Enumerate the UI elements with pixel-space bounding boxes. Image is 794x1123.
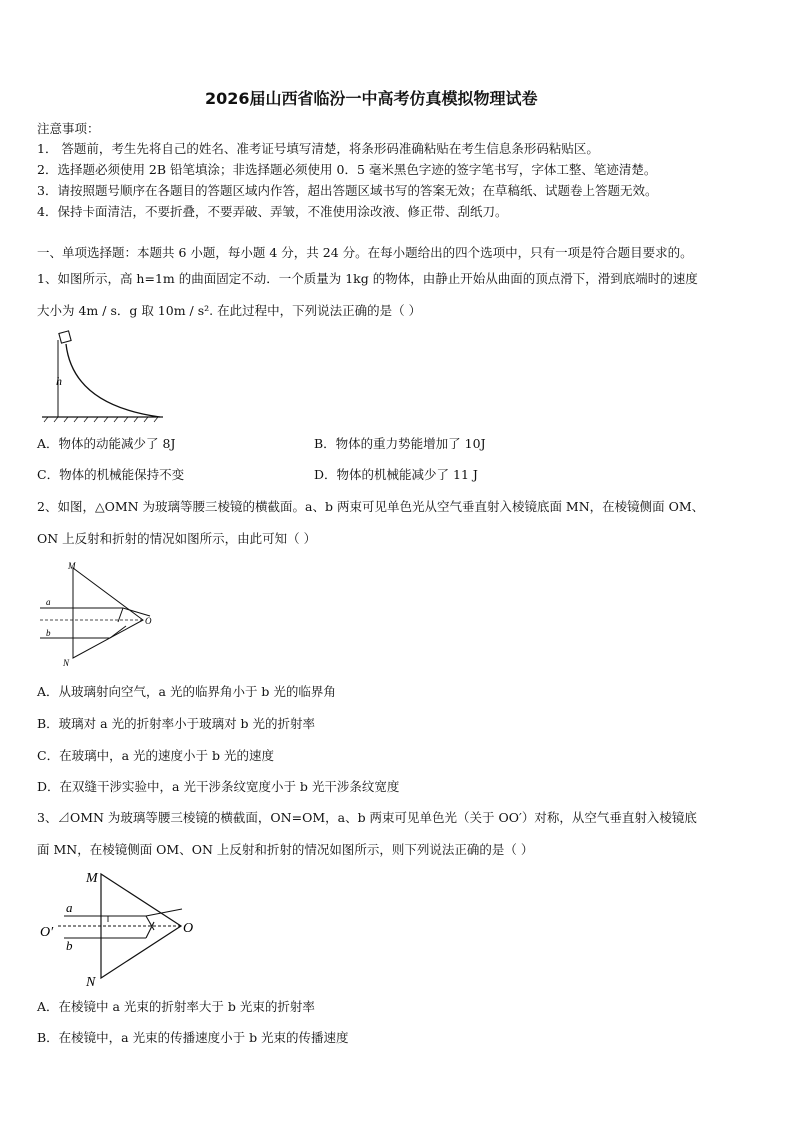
notice-item-4: 4．保持卡面清洁，不要折叠，不要弄破、弄皱，不准使用涂改液、修正带、刮纸刀。 (37, 204, 508, 219)
notice-item-2: 2．选择题必须使用 2B 铅笔填涂；非选择题必须使用 0．5 毫米黑色字迹的签字笔书写，字体工整、笔迹清楚。 (37, 162, 657, 177)
q3-label-m: M (86, 871, 98, 886)
q2-option-b: B．玻璃对 a 光的折射率小于玻璃对 b 光的折射率 (37, 716, 316, 731)
exam-title: 2026届山西省临汾一中高考仿真模拟物理试卷 (205, 89, 538, 108)
q1-curve (66, 344, 160, 417)
q2-label-a: a (46, 597, 51, 607)
q3-label-b: b (66, 938, 73, 953)
q3-option-b: B．在棱镜中，a 光束的传播速度小于 b 光束的传播速度 (37, 1030, 349, 1045)
q3-ray-a-reflected (146, 916, 154, 930)
q2-label-o: O (145, 616, 152, 626)
q3-label-o: O (183, 921, 194, 936)
q1-stem-line2: 大小为 4m / s．g 取 10m / s². 在此过程中，下列说法正确的是（ ） (37, 303, 422, 318)
q1-curved-surface-figure (38, 330, 168, 425)
q1-block (59, 331, 71, 343)
q2-prism (73, 568, 143, 658)
q1-option-a: A．物体的动能减少了 8J (37, 436, 176, 451)
q3-stem-line2: 面 MN，在棱镜侧面 OM、ON 上反射和折射的情况如图所示，则下列说法正确的是（ ） (37, 842, 534, 857)
q1-ground-hatching (44, 417, 158, 422)
q3-right-angle-mark (102, 916, 108, 922)
q1-option-b: B．物体的重力势能增加了 10J (314, 436, 486, 451)
q3-stem-line1: 3、⊿OMN 为玻璃等腰三棱镜的横截面，ON=OM，a、b 两束可见单色光（关于 OO′）对称，从空气垂直射入棱镜底 (37, 810, 697, 825)
q2-option-d: D．在双缝干涉实验中，a 光干涉条纹宽度小于 b 光干涉条纹宽度 (37, 779, 400, 794)
q3-prism-figure (36, 866, 206, 991)
q3-label-a: a (66, 900, 73, 915)
q2-label-m: M (68, 561, 76, 571)
section-intro: 一、单项选择题：本题共 6 小题，每小题 4 分，共 24 分。在每小题给出的四个选项中，只有一项是符合题目要求的。 (37, 245, 693, 260)
q1-stem-line1: 1、如图所示，高 h=1m 的曲面固定不动．一个质量为 1kg 的物体，由静止开始从曲面的顶点滑下，滑到底端时的速度 (37, 271, 698, 286)
q2-prism-figure (38, 558, 163, 670)
q3-ray-b-reflected (146, 922, 154, 938)
q1-label-h: h (56, 374, 62, 388)
q3-option-a: A．在棱镜中 a 光束的折射率大于 b 光束的折射率 (37, 999, 315, 1014)
notice-item-3: 3．请按照题号顺序在各题目的答题区域内作答，超出答题区域书写的答案无效；在草稿纸、试题卷上答题无效。 (37, 183, 658, 198)
q2-label-b: b (46, 628, 51, 638)
q2-ray-b-reflected (110, 626, 126, 638)
q1-option-d: D．物体的机械能减少了 11 J (314, 467, 478, 482)
q2-label-n: N (63, 658, 70, 668)
notice-item-1: 1． 答题前，考生先将自己的姓名、准考证号填写清楚，将条形码准确粘贴在考生信息条形码粘贴区。 (37, 141, 599, 156)
notice-heading: 注意事项： (37, 121, 100, 136)
q2-stem-line2: ON 上反射和折射的情况如图所示，由此可知（ ） (37, 531, 317, 546)
q2-option-c: C．在玻璃中，a 光的速度小于 b 光的速度 (37, 748, 274, 763)
q3-label-o-prime: O′ (40, 925, 54, 940)
q1-option-c: C．物体的机械能保持不变 (37, 467, 185, 482)
q3-label-n: N (86, 975, 96, 990)
q2-stem-line1: 2、如图，△OMN 为玻璃等腰三棱镜的横截面。a、b 两束可见单色光从空气垂直射入棱镜底面 MN，在棱镜侧面 OM、 (37, 499, 705, 514)
q2-option-a: A．从玻璃射向空气，a 光的临界角小于 b 光的临界角 (37, 684, 336, 699)
